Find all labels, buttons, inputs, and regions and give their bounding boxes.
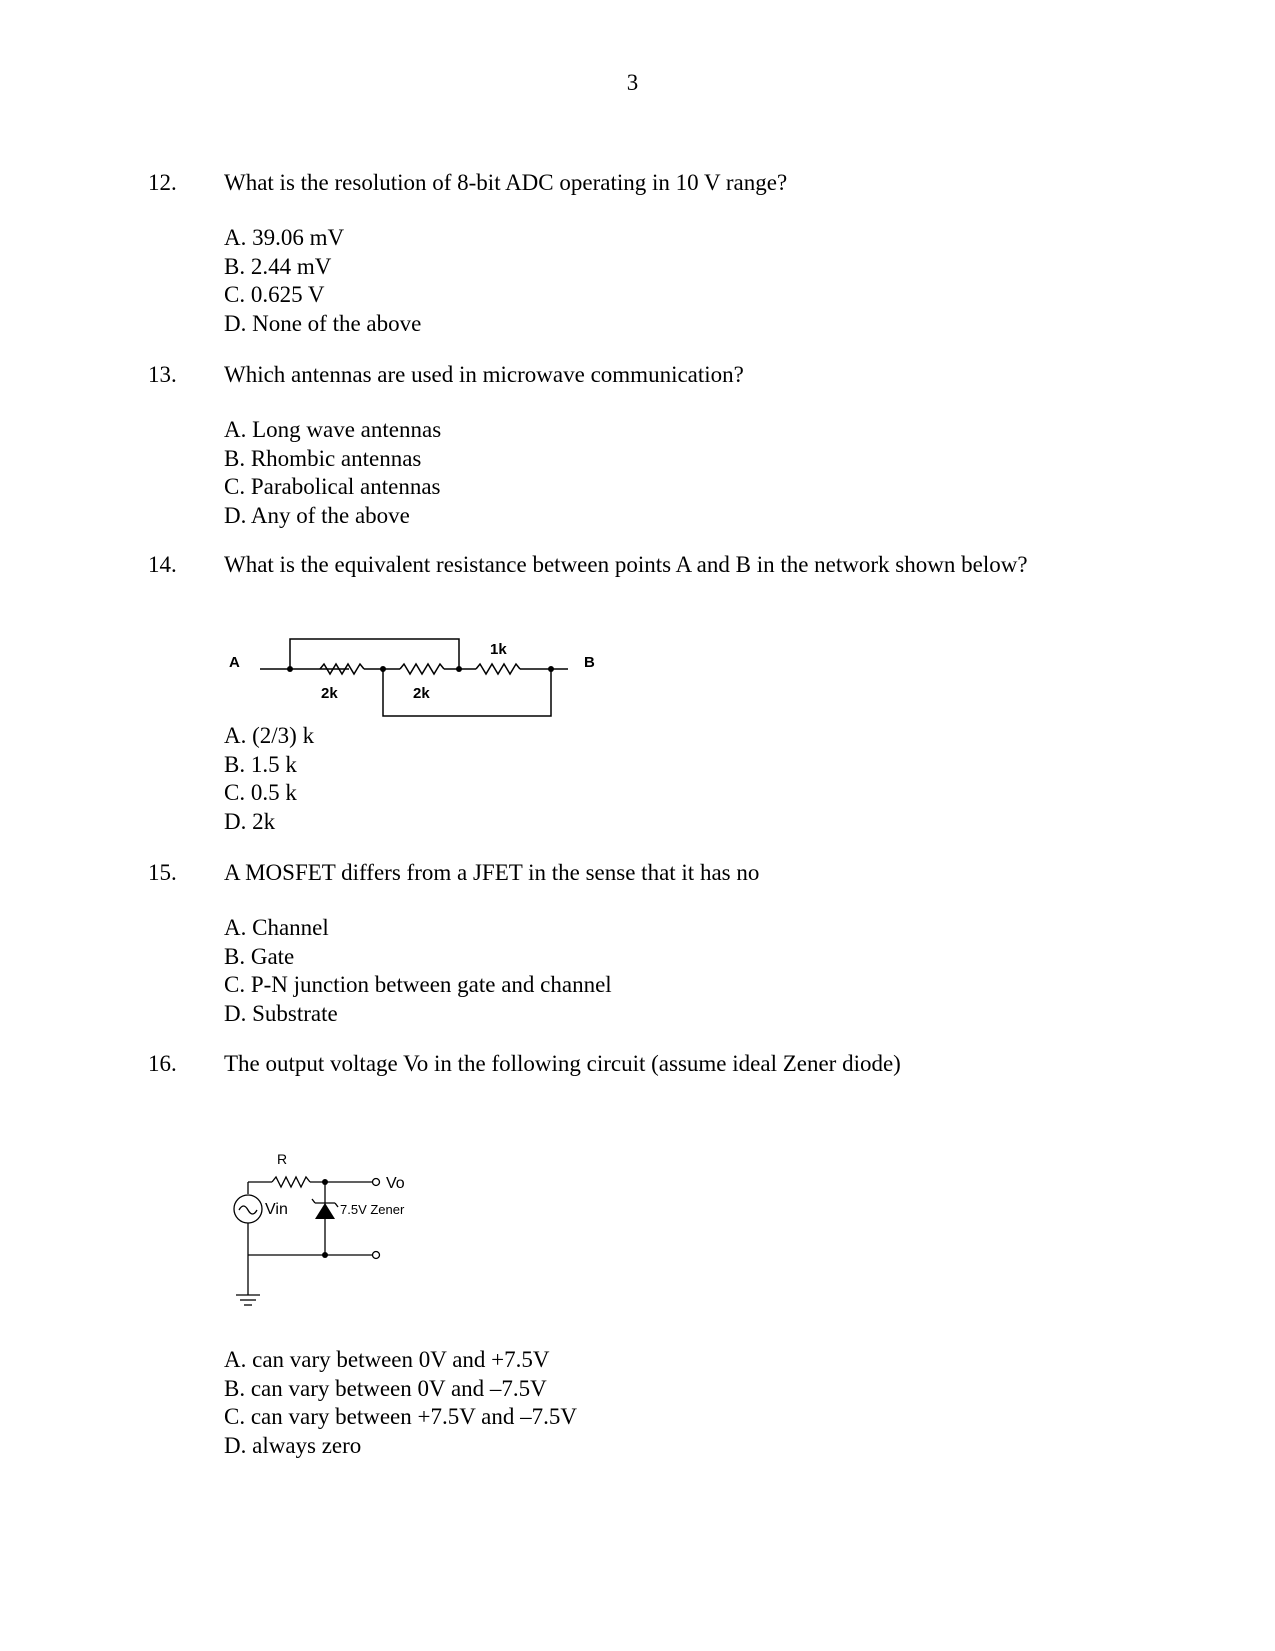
question-number: 16.	[148, 1051, 177, 1076]
question-text: A MOSFET differs from a JFET in the sense that it has no	[224, 860, 760, 885]
option-list	[224, 224, 421, 338]
option-b: B. 1.5 k	[224, 751, 297, 777]
option-list	[224, 1346, 577, 1460]
option-a: A. (2/3) k	[224, 723, 315, 748]
question-text: What is the resolution of 8-bit ADC operating in 10 V range?	[224, 170, 788, 195]
option-a: A. can vary between 0V and +7.5V	[224, 1347, 550, 1372]
junction-dot	[548, 666, 554, 672]
option-c: C. Parabolical antennas	[224, 474, 441, 499]
option-b: B. 2.44 mV	[224, 253, 332, 279]
resistor-3-label: 1k	[490, 641, 507, 658]
option-c: C. 0.625 V	[224, 282, 325, 307]
option-c: C. 0.5 k	[224, 780, 297, 805]
option-c: C. can vary between +7.5V and –7.5V	[224, 1404, 577, 1429]
option-d: D. Substrate	[224, 1000, 338, 1026]
junction-dot	[456, 666, 462, 672]
question-number: 13.	[148, 362, 177, 387]
resistor-1-label: 2k	[321, 685, 338, 702]
resistor-2-label: 2k	[413, 685, 430, 702]
junction-dot	[380, 666, 386, 672]
resistor-label: R	[277, 1151, 288, 1167]
output-terminal	[373, 1252, 380, 1259]
junction-dot	[287, 666, 293, 672]
node-b-label: B	[584, 654, 595, 671]
question-number: 14.	[148, 552, 177, 577]
option-c: C. P-N junction between gate and channel	[224, 972, 612, 997]
option-a: A. Channel	[224, 915, 329, 940]
option-b: B. can vary between 0V and –7.5V	[224, 1375, 547, 1401]
option-list	[224, 722, 314, 836]
option-list	[224, 416, 441, 530]
option-b: B. Gate	[224, 943, 295, 969]
page-number: 3	[626, 70, 639, 95]
junction-dot	[322, 1179, 328, 1185]
option-d: D. 2k	[224, 808, 276, 834]
output-label: Vo	[386, 1175, 405, 1192]
option-b: B. Rhombic antennas	[224, 445, 422, 471]
output-terminal	[373, 1179, 380, 1186]
option-a: A. 39.06 mV	[224, 225, 345, 250]
option-a: A. Long wave antennas	[224, 417, 442, 442]
option-d: D. Any of the above	[224, 502, 410, 528]
question-text: What is the equivalent resistance between points A and B in the network shown below?	[224, 552, 1028, 577]
option-list	[224, 914, 612, 1028]
question-text: Which antennas are used in microwave communication?	[224, 362, 744, 387]
zener-label: 7.5V Zener	[340, 1202, 405, 1217]
junction-dot	[322, 1252, 328, 1258]
source-label: Vin	[265, 1201, 288, 1218]
node-a-label: A	[229, 654, 240, 671]
option-d: D. always zero	[224, 1432, 362, 1458]
question-number: 15.	[148, 860, 177, 885]
option-d: D. None of the above	[224, 310, 422, 336]
question-text: The output voltage Vo in the following circuit (assume ideal Zener diode)	[224, 1051, 901, 1076]
question-number: 12.	[148, 170, 177, 195]
